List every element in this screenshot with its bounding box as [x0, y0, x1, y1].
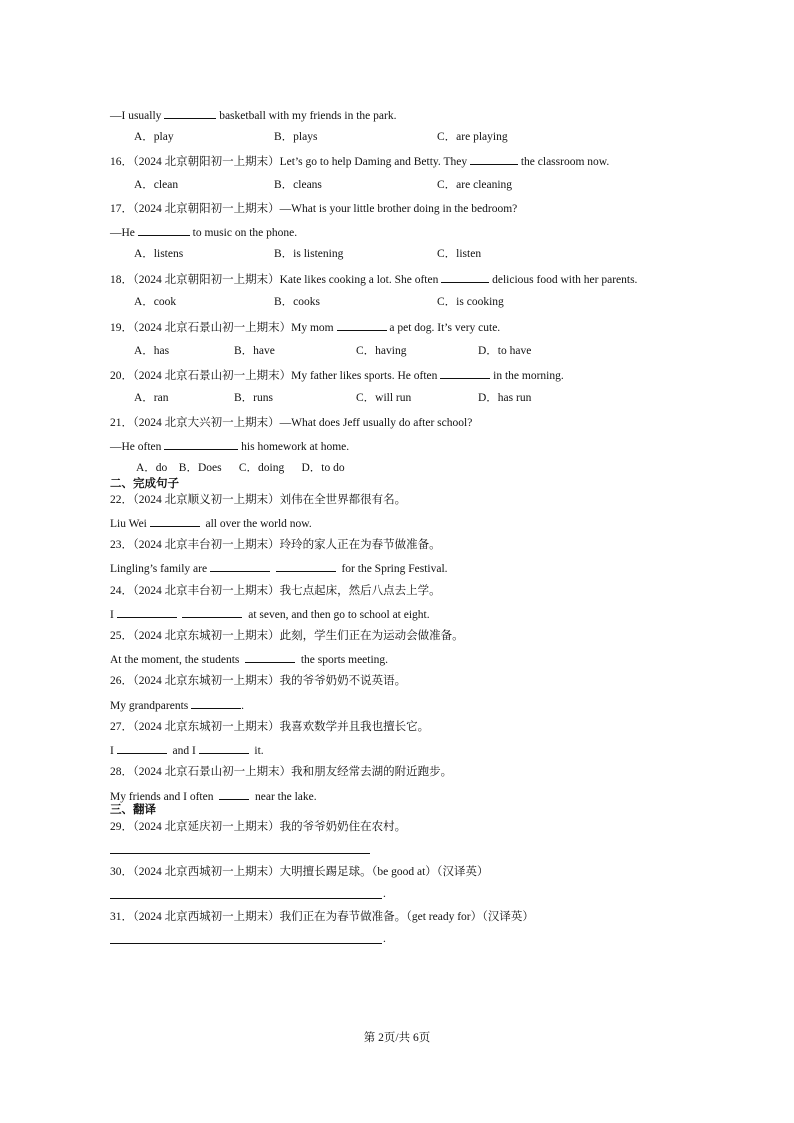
answer-line — [110, 898, 382, 899]
question-27-stem: 27．（2024 北京东城初一上期末）我喜欢数学并且我也擅长它。 — [110, 721, 430, 733]
question-28-answer: My friends and I often near the lake. — [110, 791, 317, 803]
answer-blank — [276, 561, 336, 572]
question-19-stem: 19．（2024 北京石景山初一上期末）My mom a pet dog. It’s very cute. — [110, 322, 501, 334]
answer-blank — [441, 272, 489, 283]
option-a: A．listens — [134, 248, 184, 260]
answer-blank — [164, 439, 238, 450]
answer-blank — [210, 561, 270, 572]
question-21-line2: —He often his homework at home. — [110, 441, 350, 453]
option-b: B．runs — [234, 392, 273, 404]
option-c: C．are playing — [437, 131, 508, 143]
answer-blank — [191, 698, 241, 709]
question-18-stem: 18．（2024 北京朝阳初一上期末）Kate likes cooking a lot. She often delicious food with her parents. — [110, 274, 638, 286]
page-footer: 第 2页/共 6页 — [363, 1032, 431, 1044]
section-heading: 三、翻译 — [110, 804, 156, 816]
period: . — [383, 933, 386, 945]
answer-blank — [245, 652, 295, 663]
question-24-answer: I at seven, and then go to school at eight. — [110, 609, 430, 621]
option-d: D．to have — [478, 345, 532, 357]
question-23-stem: 23．（2024 北京丰台初一上期末）玲玲的家人正在为春节做准备。 — [110, 539, 441, 551]
answer-blank — [117, 743, 167, 754]
option-b: B．cooks — [274, 296, 320, 308]
answer-line — [110, 853, 370, 854]
question-24-stem: 24．（2024 北京丰台初一上期末）我七点起床，然后八点去上学。 — [110, 585, 441, 597]
answer-blank — [138, 225, 190, 236]
option-c: C．listen — [437, 248, 482, 260]
answer-blank — [182, 607, 242, 618]
option-c: C．having — [356, 345, 407, 357]
section-heading: 二、完成句子 — [110, 478, 179, 490]
question-26-answer: My grandparents . — [110, 700, 244, 712]
question-21-options: A．do B．Does C．doing D．to do — [136, 462, 345, 474]
question-23-answer: Lingling’s family are for the Spring Festival. — [110, 563, 448, 575]
answer-blank — [199, 743, 249, 754]
question-29-stem: 29．（2024 北京延庆初一上期末）我的爷爷奶奶住在农村。 — [110, 821, 407, 833]
question-30-stem: 30．（2024 北京西城初一上期末）大明擅长踢足球。（be good at）（汉译英） — [110, 866, 489, 878]
answer-blank — [117, 607, 177, 618]
option-b: B．have — [234, 345, 275, 357]
question-21-stem: 21．（2024 北京大兴初一上期末）—What does Jeff usually do after school? — [110, 417, 473, 429]
question-20-stem: 20．（2024 北京石景山初一上期末）My father likes sports. He often in the morning. — [110, 370, 564, 382]
question-17-stem: 17．（2024 北京朝阳初一上期末）—What is your little brother doing in the bedroom? — [110, 203, 518, 215]
question-25-stem: 25．（2024 北京东城初一上期末）此刻，学生们正在为运动会做准备。 — [110, 630, 464, 642]
option-a: A．cook — [134, 296, 177, 308]
question-28-stem: 28．（2024 北京石景山初一上期末）我和朋友经常去湖的附近跑步。 — [110, 766, 453, 778]
answer-blank — [219, 789, 249, 800]
answer-blank — [150, 516, 200, 527]
option-c: C．is cooking — [437, 296, 504, 308]
question-27-answer: I and I it. — [110, 745, 264, 757]
option-a: A．play — [134, 131, 174, 143]
answer-blank — [470, 154, 518, 165]
answer-line — [110, 943, 382, 944]
question-22-answer: Liu Wei all over the world now. — [110, 518, 312, 530]
question-26-stem: 26．（2024 北京东城初一上期末）我的爷爷奶奶不说英语。 — [110, 675, 407, 687]
period: . — [383, 888, 386, 900]
option-a: A．ran — [134, 392, 169, 404]
option-a: A．clean — [134, 179, 179, 191]
option-c: C．are cleaning — [437, 179, 513, 191]
question-25-answer: At the moment, the students the sports meeting. — [110, 654, 389, 666]
option-c: C．will run — [356, 392, 412, 404]
answer-blank — [337, 320, 387, 331]
answer-blank — [440, 368, 490, 379]
question-15-stem: —I usually basketball with my friends in the park. — [110, 110, 397, 122]
question-16-stem: 16．（2024 北京朝阳初一上期末）Let’s go to help Daming and Betty. They the classroom now. — [110, 156, 610, 168]
question-17-line2: —He to music on the phone. — [110, 227, 298, 239]
answer-blank — [164, 108, 216, 119]
option-b: B．plays — [274, 131, 318, 143]
option-a: A．has — [134, 345, 170, 357]
option-b: B．is listening — [274, 248, 344, 260]
option-d: D．has run — [478, 392, 532, 404]
question-31-stem: 31．（2024 北京西城初一上期末）我们正在为春节做准备。（get ready for）（汉译英） — [110, 911, 534, 923]
option-b: B．cleans — [274, 179, 322, 191]
question-22-stem: 22．（2024 北京顺义初一上期末）刘伟在全世界都很有名。 — [110, 494, 407, 506]
